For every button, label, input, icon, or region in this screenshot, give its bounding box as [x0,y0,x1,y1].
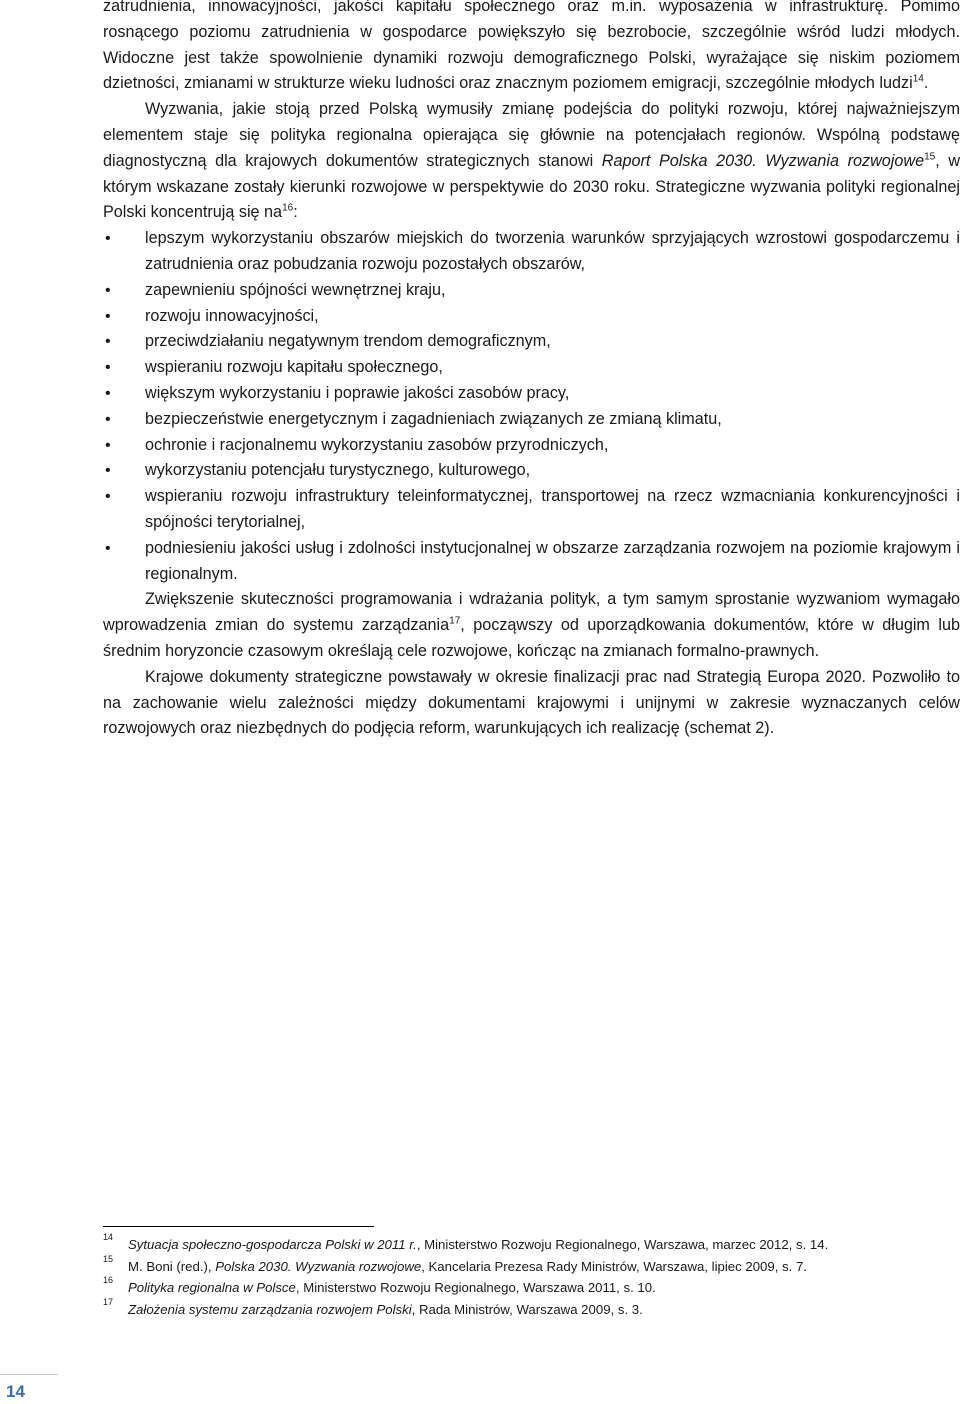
paragraph-3 [103,587,960,664]
list-item [103,304,960,330]
paragraph-text: zatrudnienia, innowacyjności, jakości kapitału społecznego oraz m.in. wyposażenia w infrastrukturę. Pomimo rosnącego poziomu zatrudnienia w gospodarce powiększyło się bezrobocie, szczególnie wśród ludzi młodych. Widoczne jest także spowolnienie dynamiki rozwoju demograficznego Polski, wyrażające się niskim poziomem dzietności, zmianami w strukturze wieku ludności oraz znacznym poziomem emigracji, szczególnie młodych ludzi [103,0,960,93]
footnote-text: , Rada Ministrów, Warszawa 2009, s. 3. [411,1301,643,1317]
page-number-rule [0,1374,58,1375]
list-item-text: większym wykorzystaniu i poprawie jakości zasobów pracy, [145,383,570,402]
footnote-text: , Kancelaria Prezesa Rady Ministrów, Warszawa, lipiec 2009, s. 7. [421,1258,807,1274]
footnote-title: Założenia systemu zarządzania rozwojem Polski [128,1301,412,1317]
footnote-16 [103,1277,960,1299]
bullet-icon: • [105,462,111,480]
list-item [103,226,960,278]
list-item [103,407,960,433]
footnote-number: 16 [103,1275,114,1285]
paragraph-text: : [293,203,298,222]
footnote-number: 14 [103,1232,114,1242]
footnotes [103,1234,960,1320]
list-item [103,433,960,459]
bullet-icon: • [105,230,111,248]
bullet-icon: • [105,307,111,325]
list-item [103,381,960,407]
list-item-text: przeciwdziałaniu negatywnym trendom demograficznym, [145,332,551,351]
bullet-icon: • [105,281,111,299]
list-item-text: wspieraniu rozwoju infrastruktury teleinformatycznej, transportowej na rzecz wzmacniania konkurencyjności i spójności terytorialnej, [145,487,960,531]
paragraph-text: . [923,74,929,93]
footnote-title: Polska 2030. Wyzwania rozwojowe [215,1258,422,1274]
footnote-title: Polityka regionalna w Polsce [128,1280,296,1295]
footnote-ref-17[interactable]: 17 [449,615,461,627]
footnote-separator [103,1226,374,1227]
paragraph-text: , począwszy od uporządkowania dokumentów, które w długim lub średnim horyzoncie czasowym określają cele rozwojowe, kończąc na zmianach formalno-prawnych. [103,616,960,660]
list-item-text: lepszym wykorzystaniu obszarów miejskich do tworzenia warunków sprzyjających wzrostowi gospodarczemu i zatrudnienia oraz pobudzania rozwoju pozostałych obszarów, [145,229,960,273]
footnote-ref-16[interactable]: 16 [282,202,294,214]
challenges-list [103,226,960,587]
list-item-text: podniesieniu jakości usług i zdolności instytucjonalnej w obszarze zarządzania rozwojem na poziomie krajowym i regionalnym. [145,538,960,583]
paragraph-text: Wyzwania, jakie stoją przed Polską wymusiły zmianę podejścia do polityki rozwoju, której najważniejszym elementem staje się polityka regionalna opierająca się głównie na potencjałach regionów. Wspólną podstawę diagnostyczną dla krajowych dokumentów strategicznych stanowi [103,100,960,170]
footnote-17 [103,1296,960,1321]
list-item-text: wykorzystaniu potencjału turystycznego, kulturowego, [145,461,531,480]
footnote-ref-15[interactable]: 15 [924,151,936,163]
list-item [103,329,960,355]
document-body [103,0,960,742]
paragraph-2 [103,97,960,226]
bullet-icon: • [105,539,111,557]
bullet-icon: • [105,488,111,506]
list-item [103,458,960,484]
footnote-title: Sytuacja społeczno-gospodarcza Polski w 2011 r. [128,1237,417,1252]
bullet-icon: • [105,436,111,454]
list-item-text: ochronie i racjonalnemu wykorzystaniu zasobów przyrodniczych, [145,435,609,454]
list-item-text: wspieraniu rozwoju kapitału społecznego, [145,358,443,377]
paragraph-1 [103,0,960,97]
bullet-icon: • [105,384,111,402]
page-number: 14 [6,1382,25,1401]
list-item [103,484,960,536]
bullet-icon: • [105,359,111,377]
paragraph-4: Krajowe dokumenty strategiczne powstawały w okresie finalizacji prac nad Strategią Europa 2020. Pozwoliło to na zachowanie wielu zależności między dokumentami krajowymi i unijnymi w zakresie wyznaczanych celów rozwojowych oraz niezbędnych do podjęcia reform, warunkujących ich realizację (schemat 2). [103,667,960,738]
paragraph-text: Zwiększenie skuteczności programowania i wdrażania polityk, a tym samym sprostanie wyzwaniom wymagało wprowadzenia zmian do systemu zarządzania [103,590,960,635]
footnote-number: 15 [103,1253,114,1264]
list-item [103,536,960,588]
bullet-icon: • [105,333,111,351]
footnote-14 [103,1234,960,1256]
footnote-ref-14[interactable]: 14 [912,74,924,85]
bullet-icon: • [105,410,111,428]
list-item-text: zapewnieniu spójności wewnętrznej kraju, [145,280,446,299]
list-item [103,278,960,304]
footnote-text: M. Boni (red.), [128,1258,216,1274]
footnote-text: , Ministerstwo Rozwoju Regionalnego, Warszawa 2011, s. 10. [295,1280,656,1295]
list-item-text: rozwoju innowacyjności, [145,306,319,325]
paragraph-text: , w którym wskazane zostały kierunki rozwojowe w perspektywie do 2030 roku. Strategiczne wyzwania polityki regionalnej Polski koncentrują się na [103,151,960,222]
list-item-text: bezpieczeństwie energetycznym i zagadnieniach związanych ze zmianą klimatu, [145,409,722,428]
cited-title: Raport Polska 2030. Wyzwania rozwojowe [601,151,925,170]
list-item [103,355,960,381]
footnote-text: , Ministerstwo Rozwoju Regionalnego, Warszawa, marzec 2012, s. 14. [416,1237,829,1252]
footnote-15 [103,1253,960,1278]
footnote-number: 17 [103,1296,114,1307]
